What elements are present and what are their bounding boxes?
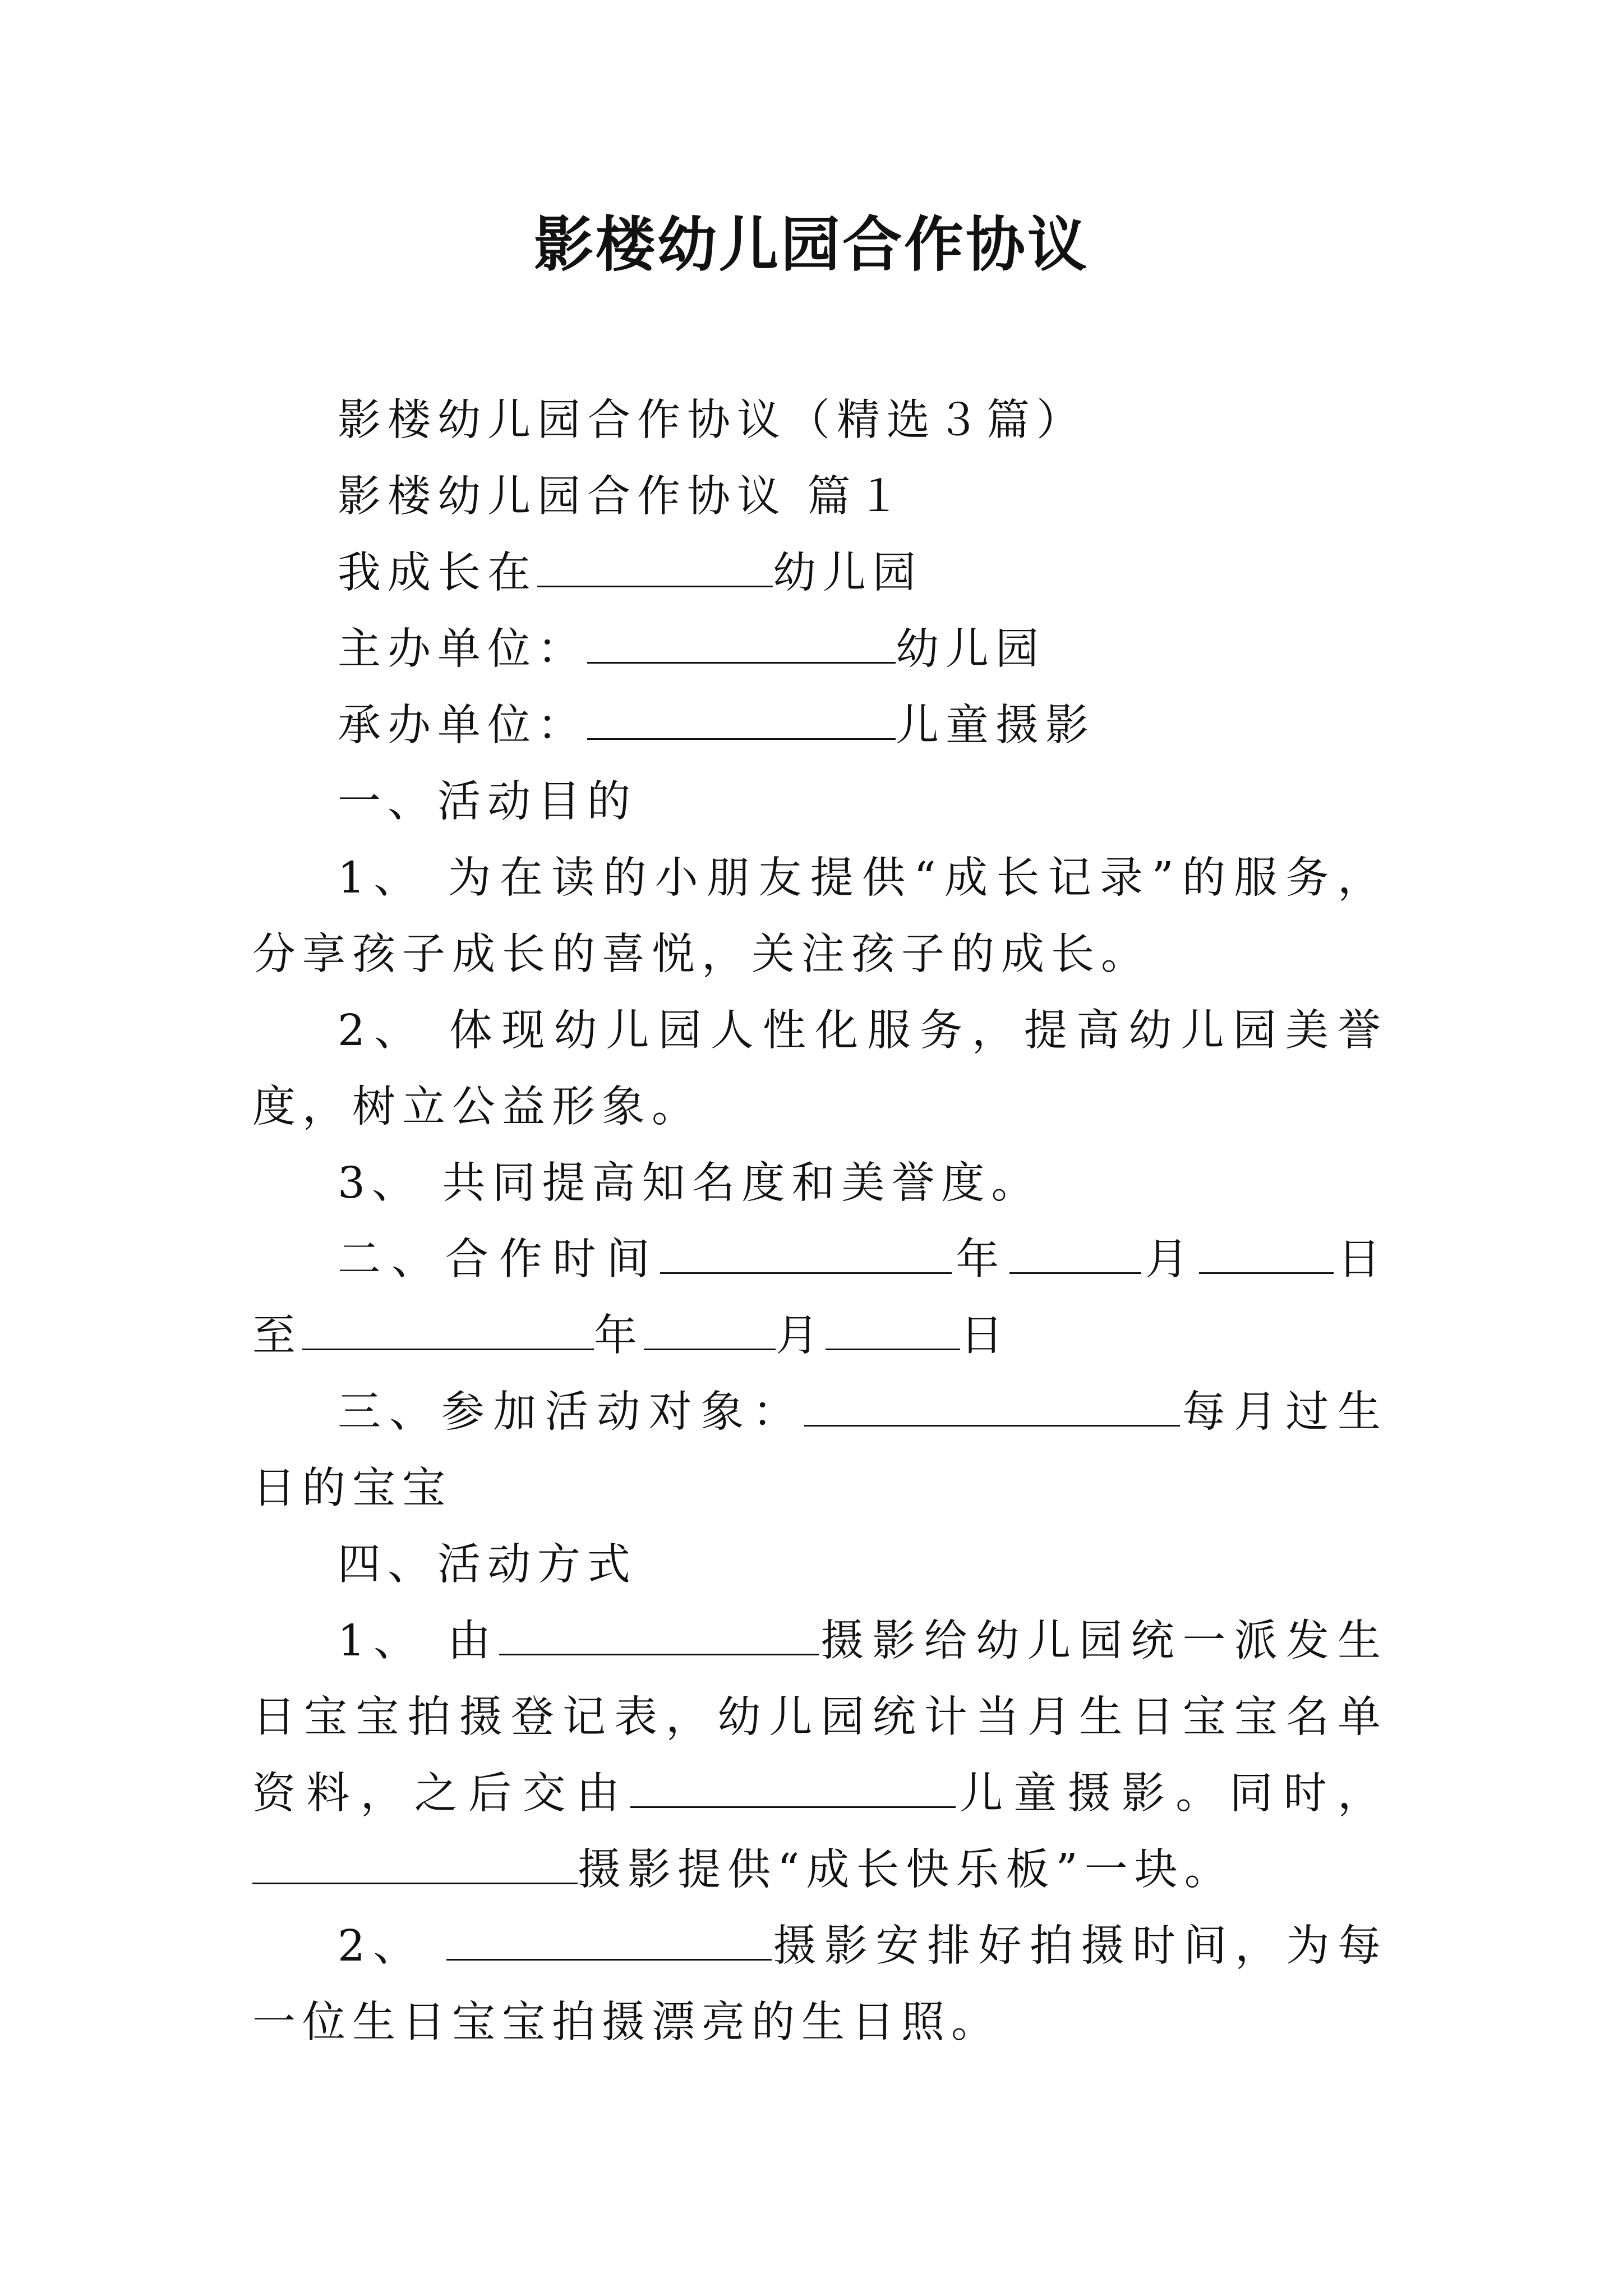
blank-line (252, 1846, 578, 1884)
document-title: 影楼幼儿园合作协议 (534, 209, 1089, 279)
paragraph-purpose-1: 1、 为在读的小朋友提供“成长记录”的服务，分享孩子成长的喜悦，关注孩子的成长。 (252, 853, 1387, 979)
paragraph-section-heading: 影楼幼儿园合作协议 篇１ (338, 472, 907, 522)
blank-line (660, 1235, 952, 1274)
paragraph-heading-purpose: 一、活动目的 (338, 777, 637, 827)
blank-line (587, 625, 896, 664)
blank-line (1199, 1235, 1334, 1274)
text-method-1-end: 摄影提供“成长快乐板”一块。 (578, 1845, 1234, 1895)
text-kindergarten: 幼儿园 (896, 624, 1045, 674)
text-organizer-label: 主办单位： (338, 624, 587, 674)
blank-line (446, 1922, 772, 1961)
text-day-to: 日至 (252, 1235, 1388, 1361)
blank-line (537, 549, 773, 587)
paragraph-purpose-3: 3、 共同提高知名度和美誉度。 (338, 1158, 1041, 1208)
blank-line (499, 1617, 819, 1655)
document-body (252, 383, 1387, 2061)
blank-line (804, 1388, 1180, 1427)
text-year: 年 (952, 1235, 1010, 1285)
text-growth-label: 我成长在 (338, 548, 537, 598)
text-method-1-meanwhile: 儿童摄影。同时， (955, 1769, 1388, 1819)
text-cooperation-time-label: 二、合作时间 (338, 1235, 661, 1285)
text-year: 年 (594, 1311, 644, 1361)
blank-line (302, 1312, 594, 1350)
text-method-2-end: 摄影安排好拍摄时间，为每一位生日宝宝拍摄漂亮的生日照。 (252, 1921, 1388, 2047)
paragraph-cooperation-time (252, 1222, 1387, 1374)
blank-line (630, 1769, 956, 1808)
paragraph-organizer (252, 611, 1387, 688)
text-birthday-babies: 每月过生日的宝宝 (252, 1387, 1388, 1513)
text-day: 日 (960, 1311, 1010, 1361)
paragraph-subtitle: 影楼幼儿园合作协议（精选３篇） (338, 395, 1086, 445)
blank-line (826, 1312, 960, 1350)
text-method-1-start: 1、 由 (338, 1616, 500, 1666)
text-kindergarten: 幼儿园 (773, 548, 923, 598)
text-month: 月 (1141, 1235, 1200, 1285)
paragraph-heading-method: 四、活动方式 (338, 1540, 637, 1590)
paragraph-method-2 (252, 1908, 1387, 2061)
paragraph-purpose-2: 2、 体现幼儿园人性化服务，提高幼儿园美誉度，树立公益形象。 (252, 1006, 1387, 1132)
paragraph-participants (252, 1374, 1387, 1527)
text-month: 月 (776, 1311, 826, 1361)
text-participants-label: 三、参加活动对象： (338, 1387, 805, 1437)
blank-line (644, 1312, 776, 1350)
blank-line (587, 701, 896, 740)
text-undertaker-label: 承办单位： (338, 701, 587, 751)
paragraph-method-1 (252, 1603, 1387, 1908)
text-method-2-start: 2、 (338, 1921, 446, 1971)
text-method-1-middle: 摄影给幼儿园统一派发生日宝宝拍摄登记表，幼儿园统计当月生日宝宝名单资料，之后交由 (252, 1616, 1387, 1819)
paragraph-undertaker (252, 688, 1387, 764)
paragraph-growth (252, 535, 1387, 611)
blank-line (1009, 1235, 1141, 1274)
text-child-photography: 儿童摄影 (896, 701, 1095, 751)
